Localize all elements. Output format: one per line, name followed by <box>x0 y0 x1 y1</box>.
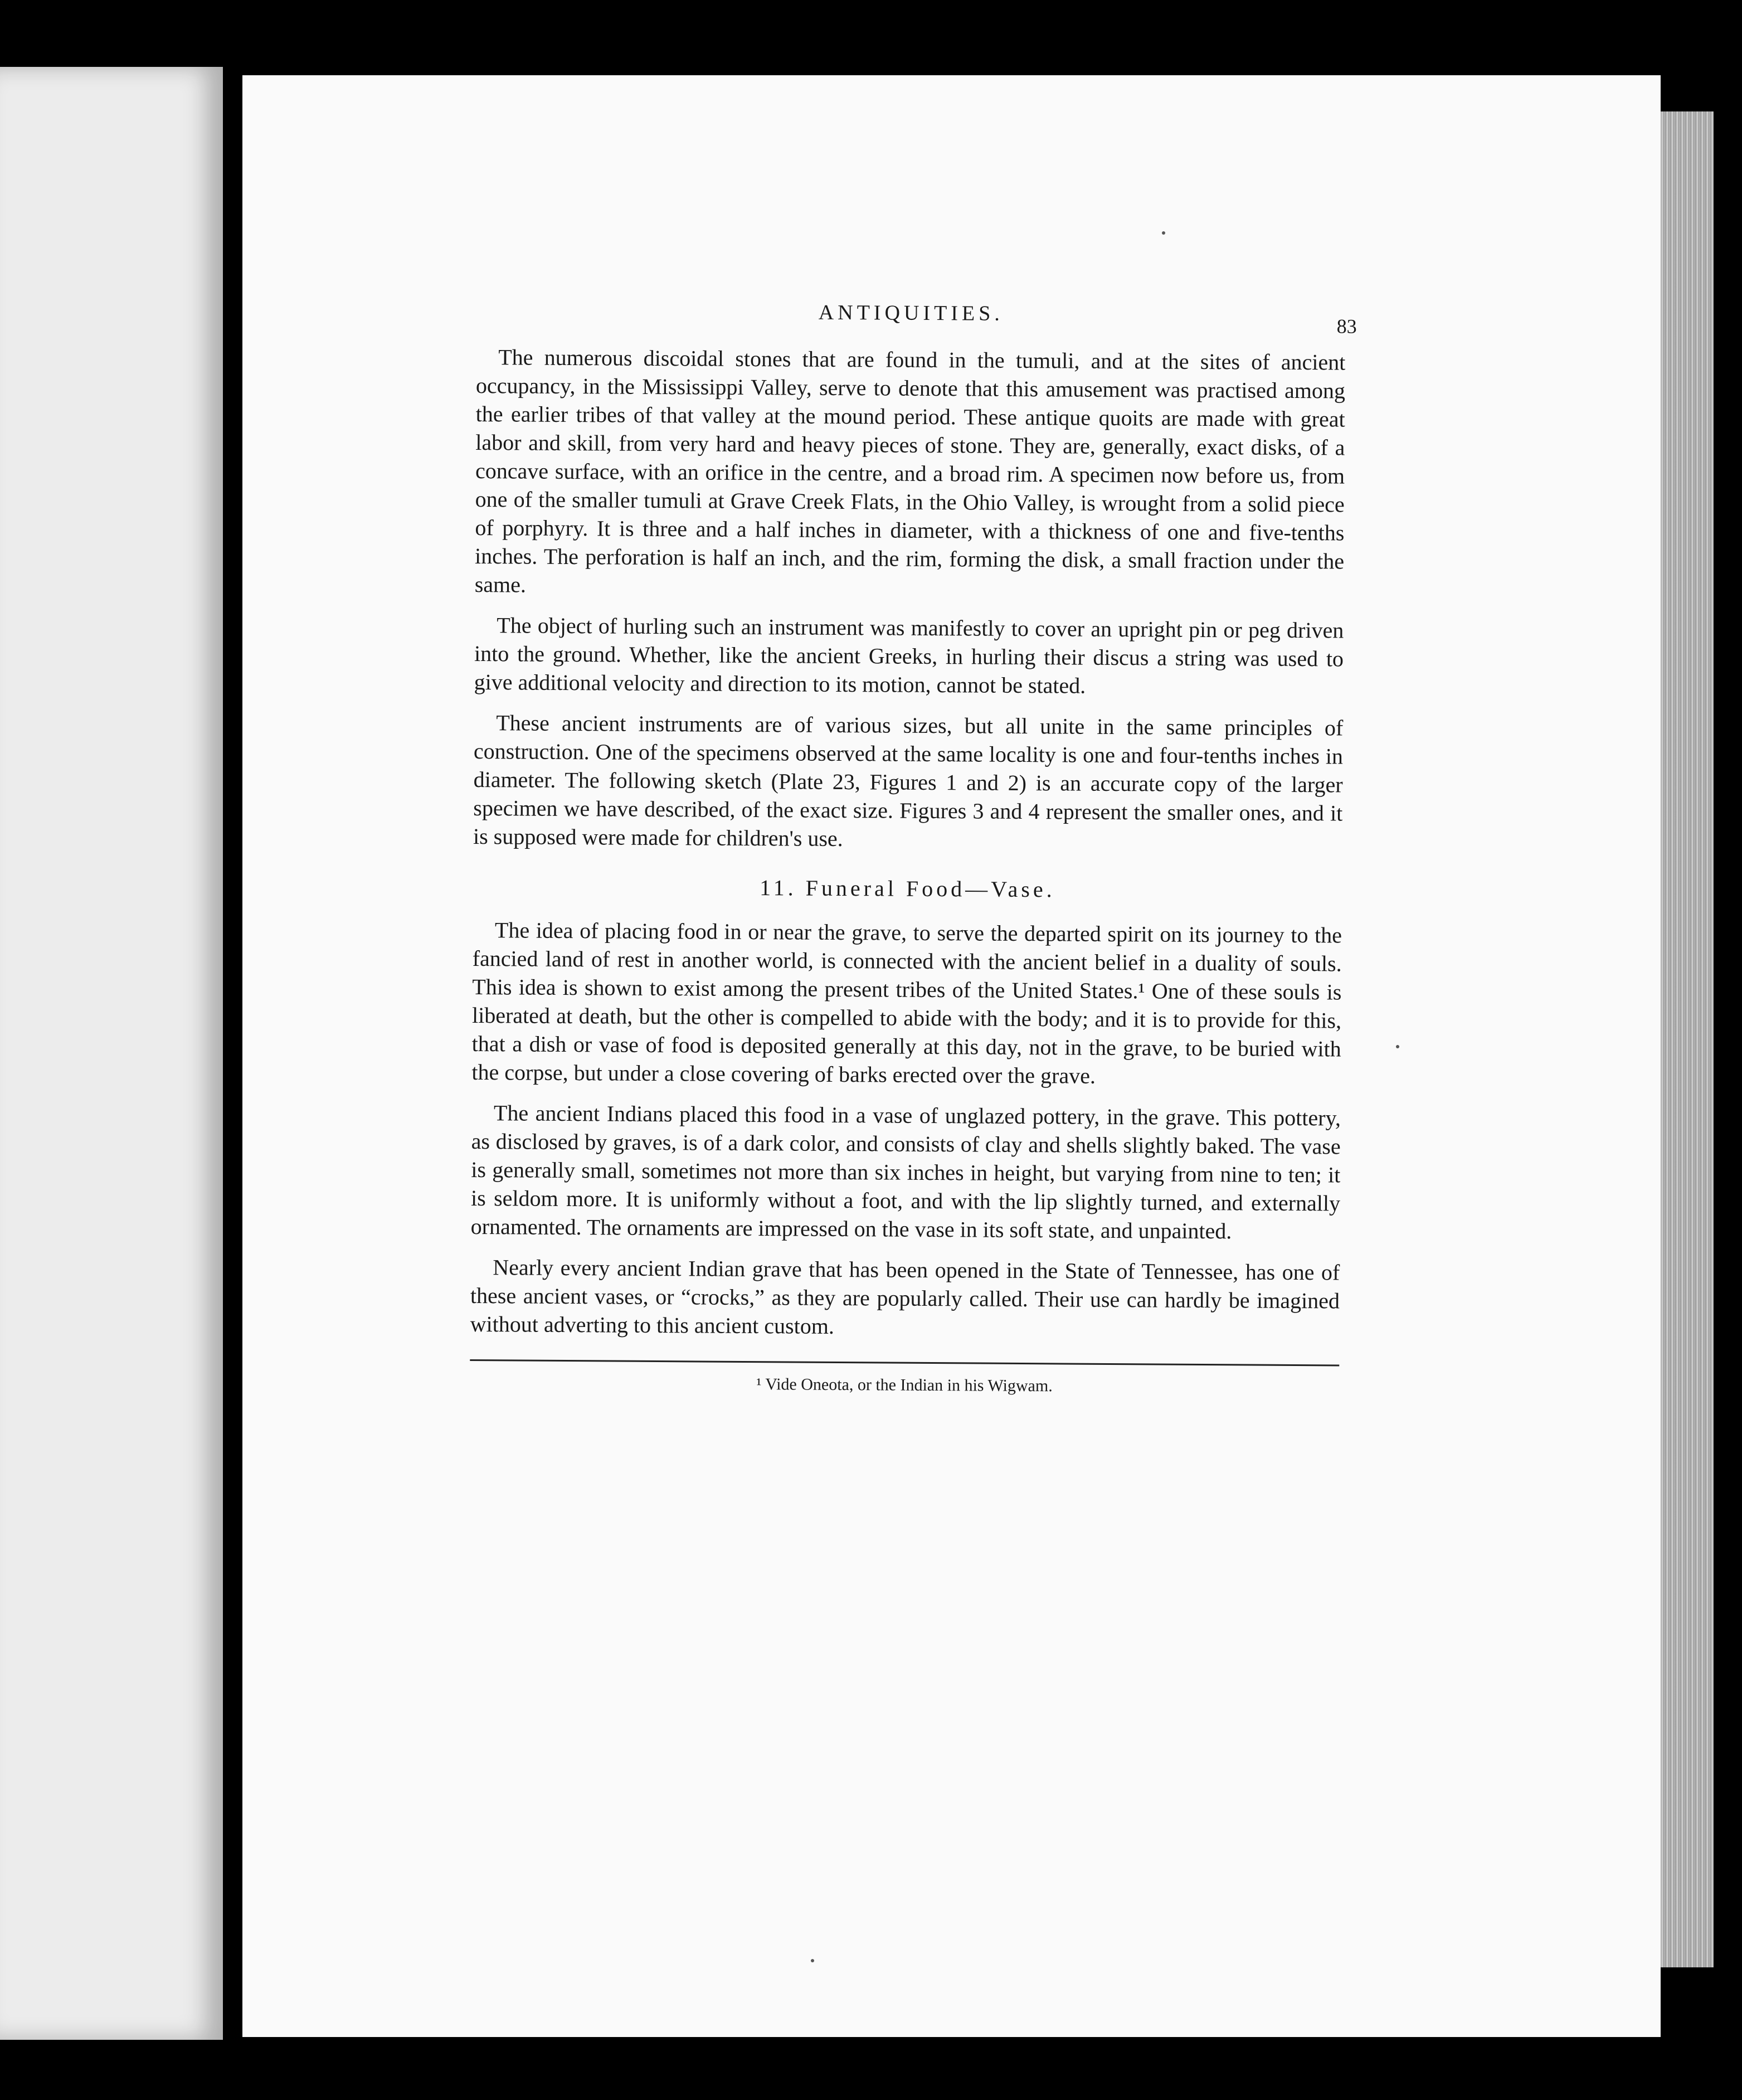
scan-speck <box>1396 1045 1399 1048</box>
section-heading: 11. Funeral Food—Vase. <box>760 875 1055 902</box>
body-paragraph-3: These ancient instruments are of various sizes, but all unite in the same principles of construction. One of the specimens observed at the same locality is one and four-tenths inches in diameter. The following sketch (Plate 23, Figures 1 and 2) is an accurate copy of the larger specimen we have described, of the exact size. Figures 3 and 4 represent the smaller ones, and it is supposed were made for children's use. <box>473 710 1344 852</box>
footnote: ¹ Vide Oneota, or the Indian in his Wigwam. <box>756 1375 1053 1396</box>
page-number: 83 <box>1336 315 1357 338</box>
running-head <box>476 293 1357 348</box>
footnote-rule <box>470 1359 1339 1367</box>
section-paragraph-2: The ancient Indians placed this food in a vase of unglazed pottery, in the grave. This pottery, as disclosed by graves, is of a dark color, and consists of clay and shells slightly baked. The vase is generally small, sometimes not more than six inches in height, but varying from nine to ten; it is seldom more. It is uniformly without a foot, and with the lip slightly turned, and externally ornamented. The ornaments are impressed on the vase in its soft state, and unpainted. <box>470 1100 1341 1244</box>
body-paragraph-2: The object of hurling such an instrument was manifestly to cover an upright pin or peg driven into the ground. Whether, like the ancient Greeks, in hurling their discus a string was used to give additional velocity and direction to its motion, cannot be stated. <box>474 612 1344 698</box>
book-page <box>242 75 1661 2037</box>
section-paragraph-1: The idea of placing food in or near the grave, to serve the departed spirit on its journey to the fancied land of rest in another world, is connected with the ancient belief in a duality of souls. This idea is shown to exist among the present tribes of the United States.¹ One of these souls is liberated at death, but the other is compelled to abide with the body; and it is to provide for this, that a dish or vase of food is deposited generally at this day, not in the grave, to be buried with the corpse, but under a close covering of barks erected over the grave. <box>471 917 1342 1088</box>
scan-speck <box>811 1959 814 1962</box>
body-paragraph-1: The numerous discoidal stones that are found in the tumuli, and at the sites of ancient occupancy, in the Mississippi Valley, serve to denote that this amusement was practised among the earlier tribes of that valley at the mound period. These antique quoits are made with great labor and skill, from very hard and heavy pieces of stone. They are, generally, exact disks, of a concave surface, with an orifice in the centre, and a broad rim. A specimen now before us, from one of the smaller tumuli at Grave Creek Flats, in the Ohio Valley, is wrought from a solid piece of porphyry. It is three and a half inches in diameter, with a thickness of one and five-tenths inches. The perforation is half an inch, and the rim, forming the disk, a small fraction under the same. <box>474 344 1346 597</box>
scan-speck <box>1162 231 1165 235</box>
page-content <box>470 293 1357 1397</box>
running-title: ANTIQUITIES. <box>818 300 1004 325</box>
section-paragraph-3: Nearly every ancient Indian grave that has been opened in the State of Tennessee, has one of these ancient vases, or “crocks,” as they are popularly called. Their use can hardly be imagined without adverting to this ancient custom. <box>470 1255 1340 1339</box>
facing-page-edge <box>0 67 223 2040</box>
